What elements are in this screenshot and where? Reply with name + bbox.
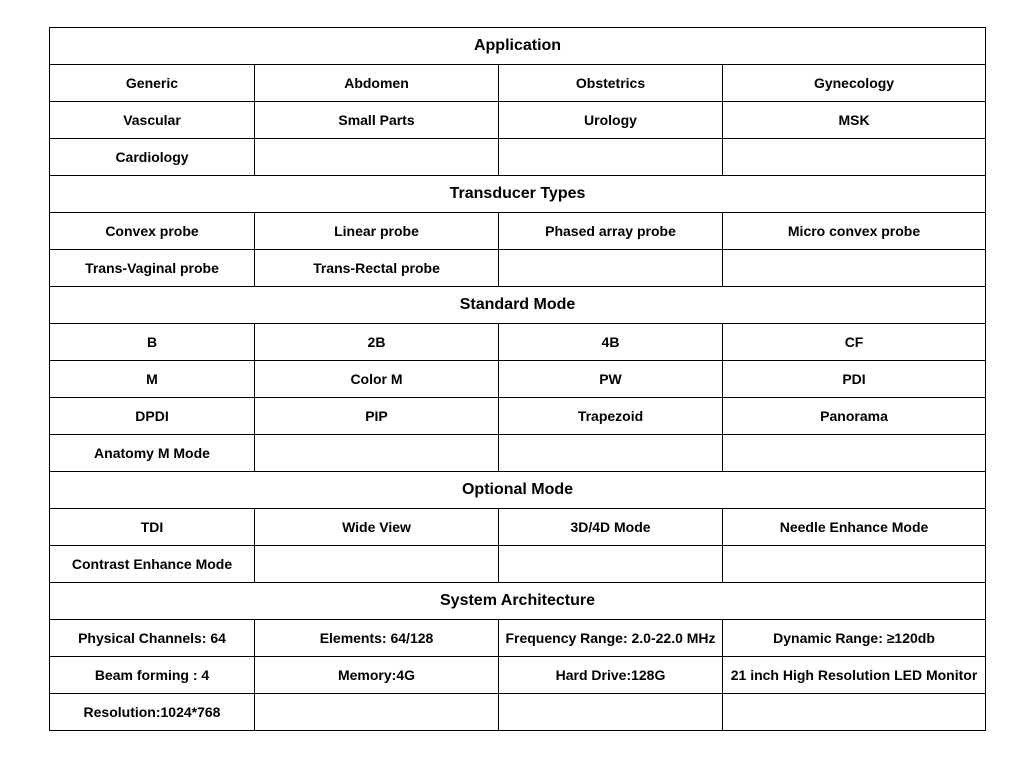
table-row (50, 435, 986, 472)
table-row (50, 361, 986, 398)
table-cell: Urology (499, 102, 723, 139)
table-row (50, 694, 986, 731)
table-row (50, 657, 986, 694)
table-cell: Anatomy M Mode (50, 435, 255, 472)
table-cell: Linear probe (255, 213, 499, 250)
table-cell: Cardiology (50, 139, 255, 176)
table-cell: Convex probe (50, 213, 255, 250)
section-header-row (50, 287, 986, 324)
table-row (50, 102, 986, 139)
table-cell: CF (723, 324, 986, 361)
table-cell: Dynamic Range: ≥120db (723, 620, 986, 657)
section-header-row (50, 176, 986, 213)
table-row (50, 546, 986, 583)
table-cell: Trans-Rectal probe (255, 250, 499, 287)
table-cell (723, 250, 986, 287)
table-cell: DPDI (50, 398, 255, 435)
table-row (50, 398, 986, 435)
table-cell: Trans-Vaginal probe (50, 250, 255, 287)
table-cell: Physical Channels: 64 (50, 620, 255, 657)
table-row (50, 250, 986, 287)
section-header-row (50, 583, 986, 620)
table-row (50, 213, 986, 250)
table-row (50, 509, 986, 546)
table-row (50, 65, 986, 102)
table-cell: Color M (255, 361, 499, 398)
table-cell: Generic (50, 65, 255, 102)
table-cell: Frequency Range: 2.0-22.0 MHz (499, 620, 723, 657)
table-cell: Abdomen (255, 65, 499, 102)
table-cell: Micro convex probe (723, 213, 986, 250)
table-cell: 21 inch High Resolution LED Monitor (723, 657, 986, 694)
section-title-transducer-types: Transducer Types (50, 176, 986, 213)
spec-table-body (50, 28, 986, 731)
table-cell: PW (499, 361, 723, 398)
table-cell: Vascular (50, 102, 255, 139)
table-cell (723, 546, 986, 583)
table-cell: B (50, 324, 255, 361)
table-cell (255, 694, 499, 731)
table-cell: Gynecology (723, 65, 986, 102)
table-cell: Hard Drive:128G (499, 657, 723, 694)
table-cell (723, 435, 986, 472)
table-cell: Obstetrics (499, 65, 723, 102)
spec-table (49, 27, 986, 731)
table-cell: PIP (255, 398, 499, 435)
table-cell: Small Parts (255, 102, 499, 139)
table-cell: Panorama (723, 398, 986, 435)
section-header-row (50, 472, 986, 509)
table-row (50, 139, 986, 176)
table-cell: Memory:4G (255, 657, 499, 694)
table-cell: Trapezoid (499, 398, 723, 435)
table-cell: 3D/4D Mode (499, 509, 723, 546)
table-cell (499, 435, 723, 472)
table-cell: TDI (50, 509, 255, 546)
table-cell: Elements: 64/128 (255, 620, 499, 657)
section-title-application: Application (50, 28, 986, 65)
table-row (50, 620, 986, 657)
table-cell (723, 694, 986, 731)
table-cell: Needle Enhance Mode (723, 509, 986, 546)
table-cell (723, 139, 986, 176)
table-cell: Wide View (255, 509, 499, 546)
table-cell: M (50, 361, 255, 398)
table-cell: MSK (723, 102, 986, 139)
table-cell (255, 139, 499, 176)
section-header-row (50, 28, 986, 65)
section-title-standard-mode: Standard Mode (50, 287, 986, 324)
table-cell (499, 694, 723, 731)
table-cell (499, 250, 723, 287)
table-cell: Resolution:1024*768 (50, 694, 255, 731)
table-cell (499, 546, 723, 583)
table-cell: Contrast Enhance Mode (50, 546, 255, 583)
table-cell (255, 546, 499, 583)
section-title-system-architecture: System Architecture (50, 583, 986, 620)
table-cell: 2B (255, 324, 499, 361)
table-cell: 4B (499, 324, 723, 361)
table-cell (255, 435, 499, 472)
section-title-optional-mode: Optional Mode (50, 472, 986, 509)
table-cell: Beam forming : 4 (50, 657, 255, 694)
table-cell (499, 139, 723, 176)
table-row (50, 324, 986, 361)
table-cell: PDI (723, 361, 986, 398)
table-cell: Phased array probe (499, 213, 723, 250)
